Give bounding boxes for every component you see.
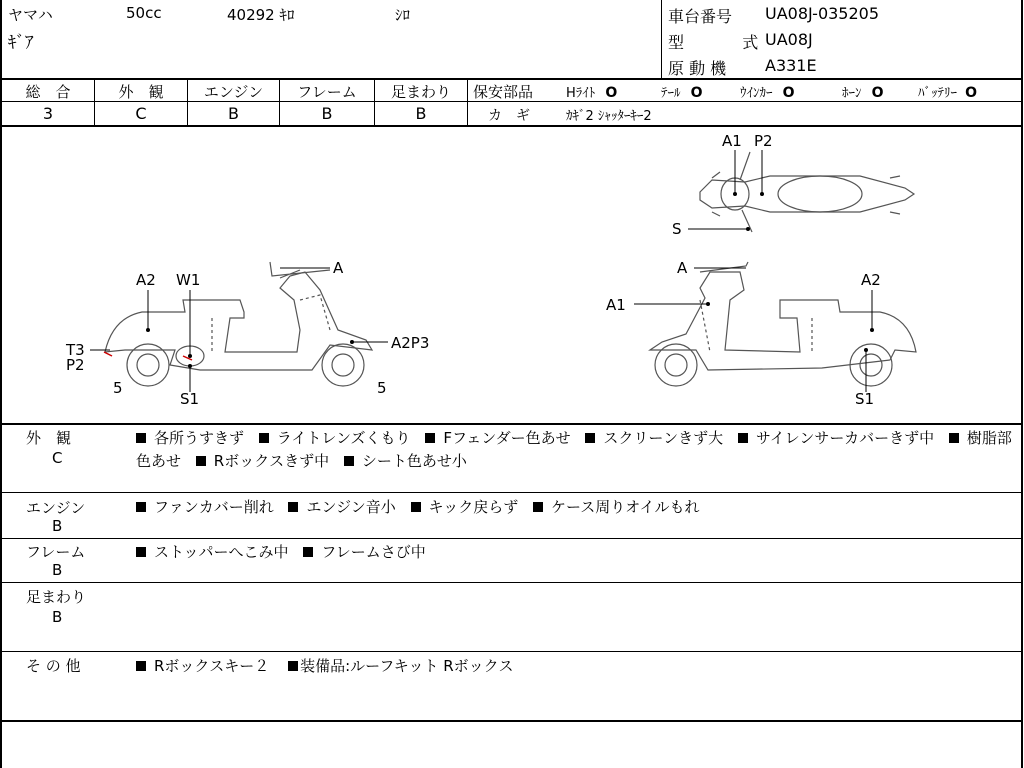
type-label-2: 式 bbox=[742, 33, 759, 52]
top-label-a1: A1 bbox=[722, 132, 742, 150]
remark-item: フレームさび中 bbox=[303, 543, 425, 561]
remarks-exterior-label: 外 観 bbox=[26, 429, 72, 447]
safety-battery-label: ﾊﾞｯﾃﾘｰ bbox=[918, 86, 957, 101]
mileage: 40292 ｷﾛ bbox=[227, 6, 295, 24]
suspension-grade: B bbox=[415, 104, 427, 123]
remarks-frame-grade: B bbox=[52, 561, 63, 579]
right-label-a: A bbox=[677, 259, 688, 277]
frame-no-value: UA08J-035205 bbox=[765, 4, 880, 23]
remark-item: キック戻らず bbox=[411, 498, 519, 516]
key-label: カ ギ bbox=[488, 108, 530, 124]
top-label-s: S bbox=[672, 220, 682, 238]
top-label-p2: P2 bbox=[754, 132, 773, 150]
remark-item: 樹脂部色あせ bbox=[136, 429, 1012, 470]
overall-label: 総 合 bbox=[25, 83, 71, 101]
key-value: ｶｷﾞ2 ｼｬｯﾀｰｷｰ2 bbox=[566, 109, 652, 124]
safety-winker-label: ｳｲﾝｶｰ bbox=[740, 86, 773, 101]
remark-item: スクリーンきず大 bbox=[585, 429, 723, 447]
exterior-grade: C bbox=[135, 104, 147, 123]
remark-item: シート色あせ小 bbox=[344, 452, 467, 470]
remark-item: ケース周りオイルもれ bbox=[533, 498, 700, 516]
remarks-engine-label: エンジン bbox=[26, 499, 86, 517]
right-label-s1: S1 bbox=[855, 390, 875, 408]
remark-item: 各所うすきず bbox=[136, 429, 244, 447]
engine-label: 原 動 機 bbox=[668, 59, 727, 78]
remark-item: サイレンサーカバーきず中 bbox=[738, 429, 934, 447]
remarks-frame-label: フレーム bbox=[26, 543, 86, 561]
safety-taillight-label: ﾃｰﾙ bbox=[661, 86, 681, 101]
remark-item: Fフェンダー色あせ bbox=[425, 429, 570, 447]
remarks-suspension-grade: B bbox=[52, 608, 63, 626]
remark-item: ファンカバー削れ bbox=[136, 498, 274, 516]
safety-headlight-mark: O bbox=[605, 85, 618, 101]
remark-item: 装備品:ルーフキット Rボックス bbox=[288, 657, 513, 675]
left-label-a2p3: A2P3 bbox=[391, 334, 430, 352]
remark-item: Rボックスキー２ bbox=[136, 657, 269, 675]
remarks-exterior-grade: C bbox=[52, 449, 63, 467]
remark-item: ストッパーへこみ中 bbox=[136, 543, 289, 561]
remark-item: ライトレンズくもり bbox=[259, 429, 411, 447]
exterior-label: 外 観 bbox=[118, 83, 164, 101]
safety-horn-label: ﾎｰﾝ bbox=[842, 86, 862, 101]
safety-taillight-mark: O bbox=[690, 85, 703, 101]
right-label-a1: A1 bbox=[606, 296, 626, 314]
maker-name: ヤマハ bbox=[8, 6, 53, 24]
left-label-t3: T3 bbox=[66, 341, 85, 359]
overall-grade: 3 bbox=[42, 104, 54, 123]
frame-grade-label: フレーム bbox=[297, 83, 357, 101]
engine-grade: B bbox=[228, 104, 239, 123]
top-view-scooter bbox=[700, 152, 914, 232]
remarks-other-label: そ の 他 bbox=[26, 657, 81, 675]
right-label-a2: A2 bbox=[861, 271, 881, 289]
engine-value: A331E bbox=[765, 56, 817, 75]
frame-no-label: 車台番号 bbox=[668, 7, 733, 26]
type-label-1: 型 bbox=[668, 33, 685, 52]
remarks-engine-list bbox=[136, 496, 1016, 519]
frame-grade: B bbox=[321, 104, 333, 123]
remark-item: Rボックスきず中 bbox=[196, 452, 329, 470]
displacement: 50cc bbox=[126, 4, 162, 22]
left-label-s1: S1 bbox=[180, 390, 200, 408]
remarks-suspension-label: 足まわり bbox=[26, 588, 87, 606]
remarks-frame-list bbox=[136, 541, 1016, 564]
remark-item: エンジン音小 bbox=[288, 498, 395, 516]
safety-parts-label: 保安部品 bbox=[473, 83, 534, 101]
remarks-other-list bbox=[136, 655, 1016, 678]
safety-winker-mark: O bbox=[782, 85, 795, 101]
type-value: UA08J bbox=[765, 30, 813, 49]
left-label-w1: W1 bbox=[176, 271, 201, 289]
engine-grade-label: エンジン bbox=[203, 83, 264, 101]
model-name: ｷﾞｱ bbox=[8, 33, 34, 53]
body-color: ｼﾛ bbox=[395, 6, 411, 24]
safety-battery-mark: O bbox=[965, 85, 978, 101]
left-label-5b: 5 bbox=[377, 379, 387, 397]
safety-headlight-label: Hﾗｲﾄ bbox=[566, 86, 596, 101]
remarks-exterior-list bbox=[136, 427, 1016, 473]
left-label-a: A bbox=[333, 259, 344, 277]
safety-horn-mark: O bbox=[871, 85, 884, 101]
remarks-engine-grade: B bbox=[52, 517, 63, 535]
suspension-grade-label: 足まわり bbox=[390, 83, 451, 101]
left-label-5a: 5 bbox=[113, 379, 123, 397]
left-label-p2: P2 bbox=[66, 356, 85, 374]
left-label-a2: A2 bbox=[136, 271, 156, 289]
